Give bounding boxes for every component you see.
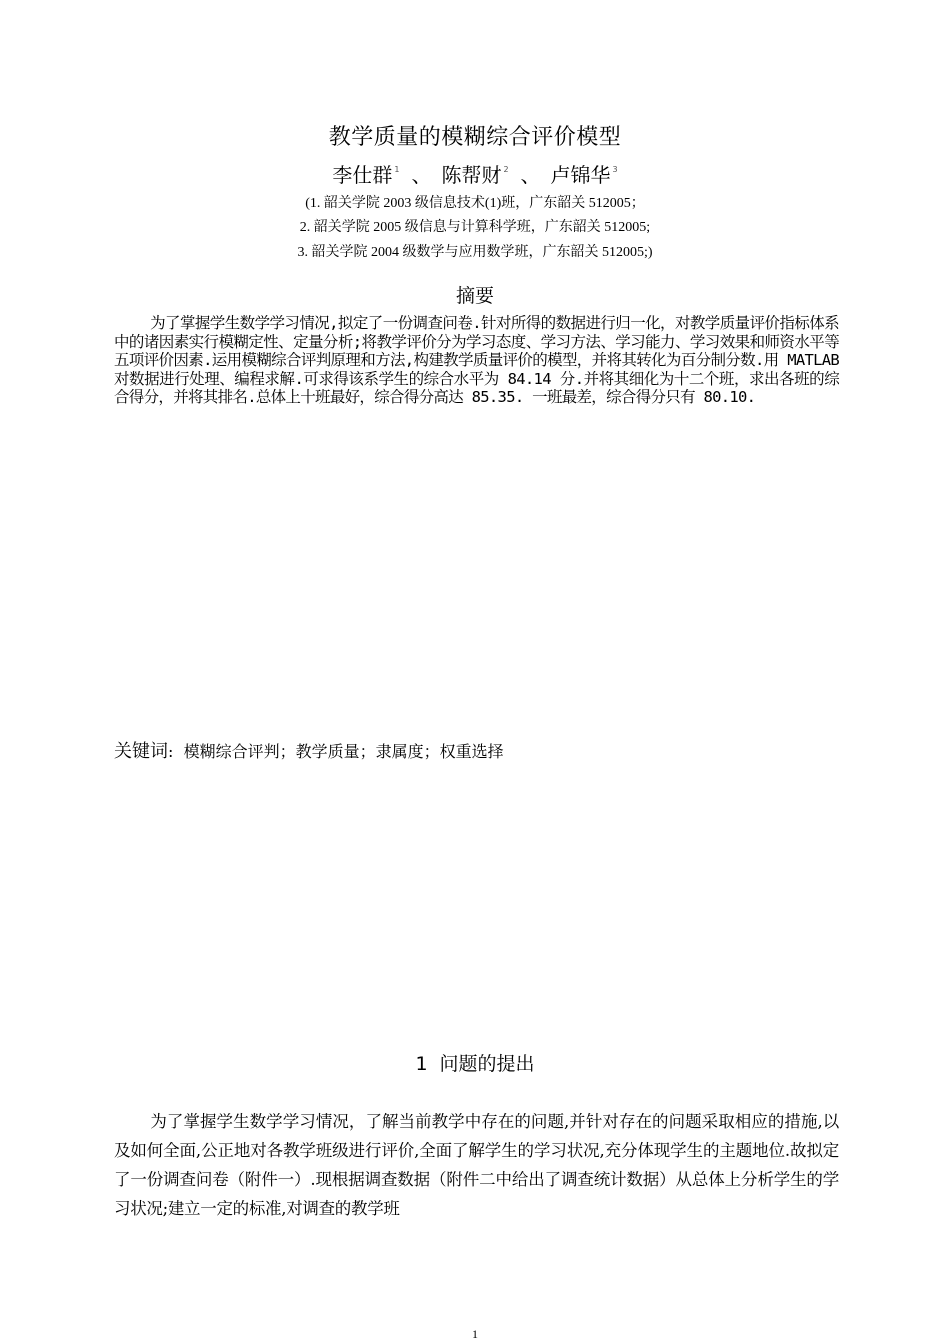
author-name: 陈帮财 (441, 163, 502, 187)
keywords: 关键词: 模糊综合评判；教学质量；隶属度；权重选择 (114, 741, 504, 762)
affiliation-line: 2. 韶关学院 2005 级信息与计算科学班，广东韶关 512005; (299, 220, 651, 235)
abstract-text (114, 314, 839, 407)
author-name: 李仕群 (332, 163, 393, 187)
section-body (114, 1107, 839, 1223)
author-affiliation-mark: 2 (503, 165, 509, 174)
author-separator: 、 (520, 163, 541, 187)
section-title: 问题的提出 (439, 1053, 535, 1075)
affiliation-line: (1. 韶关学院 2003 级信息技术(1)班，广东韶关 512005； (305, 196, 645, 211)
paper-title: 教学质量的模糊综合评价模型 (328, 125, 622, 150)
author-separator: 、 (411, 163, 432, 187)
author-affiliation-mark: 1 (394, 165, 400, 174)
author-name: 卢锦华 (550, 163, 611, 187)
section-heading (0, 1049, 950, 1076)
page-number: 1 (472, 1327, 478, 1341)
keywords-label: 关键词 (114, 741, 168, 762)
author-list (0, 159, 950, 188)
abstract-heading: 摘要 (455, 285, 494, 307)
author-affiliation-mark: 3 (612, 165, 618, 174)
affiliation-line: 3. 韶关学院 2004 级数学与应用数学班，广东韶关 512005;) (297, 245, 653, 260)
abstract-paragraph: 为了掌握学生数学学习情况,拟定了一份调查问卷.针对所得的数据进行归一化，对教学质量评价指标体系中的诸因素实行模糊定性、定量分析;将教学评价分为学习态度、学习方法、学习能力、学习效果和师资水平等五项评价因素.运用模糊综合评判原理和方法,构建教学质量评价的模型，并将其转化为百分制分数.用 MATLAB 对数据进行处理、编程求解.可求得该系学生的综合水平为 84.14 分.并将其细化为十二个班，求出各班的综合得分，并将其排名.总体上十班最好，综合得分高达 85.35. 一班最差，综合得分只有 80.10. (114, 314, 839, 406)
section-paragraph: 为了掌握学生数学学习情况，了解当前教学中存在的问题,并针对存在的问题采取相应的措施,以及如何全面,公正地对各教学班级进行评价,全面了解学生的学习状况,充分体现学生的主题地位.故拟定了一份调查问卷（附件一）.现根据调查数据（附件二中给出了调查统计数据）从总体上分析学生的学习状况;建立一定的标准,对调查的教学班 (114, 1112, 839, 1218)
keywords-text: 模糊综合评判；教学质量；隶属度；权重选择 (183, 742, 504, 761)
section-number: 1 (415, 1053, 428, 1075)
